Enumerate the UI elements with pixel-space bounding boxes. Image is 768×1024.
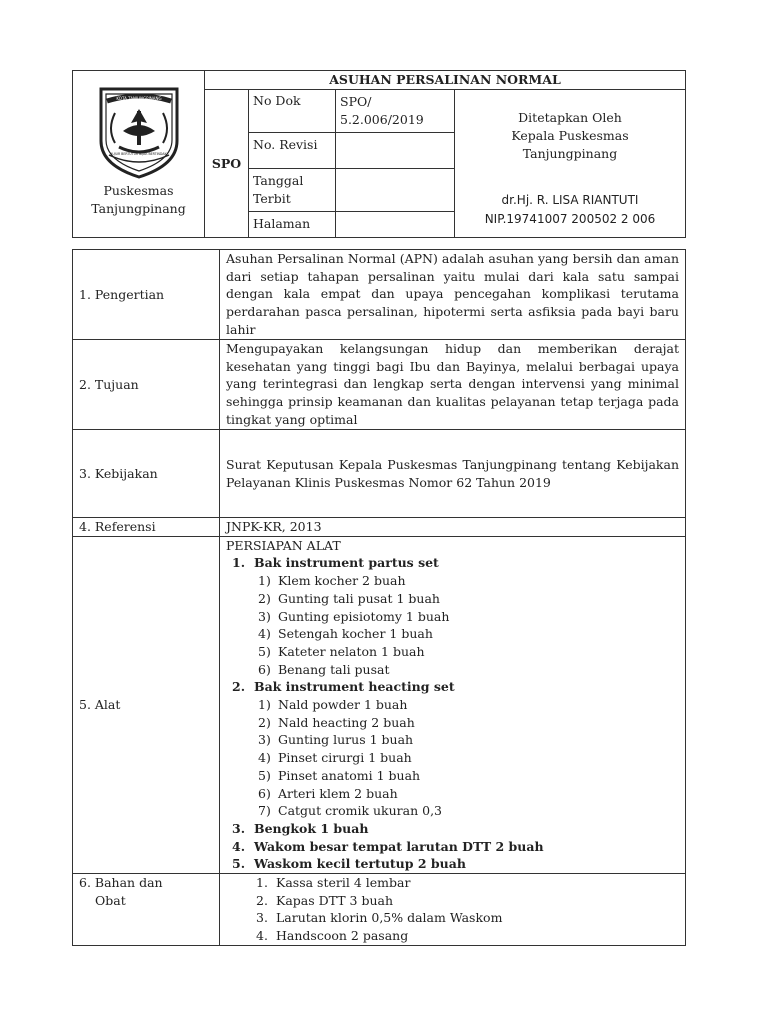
approval-line1: Ditetapkan Oleh [518,110,622,125]
bahan-item-number: 2. [256,892,268,908]
row-pengertian [73,250,686,340]
alat-content [220,536,686,873]
alat-item [226,643,679,661]
alat-item-text: Nald powder 1 buah [278,697,408,713]
approval-line2: Kepala Puskesmas [511,128,629,143]
alat-item-number: 2) [258,590,271,606]
row-kebijakan [73,430,686,518]
alat-item [226,731,679,749]
alat-item-number: 3) [258,732,271,748]
alat-item-text: Gunting episiotomy 1 buah [278,608,450,624]
alat-item-number: 3) [258,608,271,624]
alat-heading: PERSIAPAN ALAT [226,537,341,553]
row-tujuan [73,340,686,430]
bahan-content [220,874,686,946]
alat-item-text: Arteri klem 2 buah [278,785,398,801]
alat-group-title: Waskom kecil tertutup 2 buah [254,856,466,872]
alat-item [226,767,679,785]
spo-label: SPO [205,90,249,238]
tujuan-label: 2. Tujuan [73,340,220,430]
logo-caption-bottom: JUJUR BERTUTUR BIJAK BERTINDAK [111,152,167,156]
kebijakan-label: 3. Kebijakan [73,430,220,518]
bahan-label [73,874,220,946]
alat-item-number: 6) [258,785,271,801]
document-title: ASUHAN PERSALINAN NORMAL [205,71,686,90]
alat-group-number: 2. [232,679,246,695]
bahan-label-line2: Obat [95,892,126,908]
alat-item-number: 2) [258,714,271,730]
bahan-item [226,874,679,892]
approver-name: dr.Hj. R. LISA RIANTUTI [501,193,639,207]
referensi-label: 4. Referensi [73,518,220,537]
procedure-table [72,249,686,946]
alat-item [226,590,679,608]
bahan-item [226,909,679,927]
header-table [72,70,686,238]
no-dok-label: No Dok [249,90,336,133]
alat-group-number: 1. [232,555,246,571]
bahan-item-number: 1. [256,875,268,891]
bahan-item-text: Kapas DTT 3 buah [276,892,394,908]
alat-item [226,661,679,679]
alat-item-text: Setengah kocher 1 buah [278,626,433,642]
tanggal-terbit-label: Tanggal Terbit [249,169,336,212]
halaman-label: Halaman [249,212,336,238]
bahan-item-text: Larutan klorin 0,5% dalam Waskom [276,910,503,926]
alat-item [226,749,679,767]
row-alat [73,536,686,873]
no-dok-value: SPO/ 5.2.006/2019 [336,90,455,133]
alat-list [226,554,679,873]
row-bahan [73,874,686,946]
alat-item [226,608,679,626]
alat-item-text: Pinset cirurgi 1 buah [278,750,412,766]
alat-item-text: Gunting tali pusat 1 buah [278,590,440,606]
bahan-list [226,874,679,945]
tujuan-text: Mengupayakan kelangsungan hidup dan memberikan derajat kesehatan yang tinggi bagi Ibu dan Bayinya, melalui berbagai upaya yang terintegrasi dan lengkap serta dengan intervensi yang minimal sehingga prinsip keamanan dan kualitas pelayanan tetap terjaga pada tingkat yang optimal [220,340,686,430]
alat-item-text: Nald heacting 2 buah [278,714,415,730]
alat-item [226,625,679,643]
alat-group-title: Bak instrument partus set [254,555,439,571]
alat-group-number: 5. [232,856,246,872]
alat-item [226,572,679,590]
alat-group-title: Bengkok 1 buah [254,820,369,836]
alat-item-number: 6) [258,661,271,677]
alat-item-text: Pinset anatomi 1 buah [278,767,421,783]
alat-item-text: Klem kocher 2 buah [278,573,406,589]
halaman-value [336,212,455,238]
alat-group [226,554,679,572]
alat-item-text: Catgut cromik ukuran 0,3 [278,803,442,819]
bahan-item-text: Handscoon 2 pasang [276,928,409,944]
pengertian-text: Asuhan Persalinan Normal (APN) adalah asuhan yang bersih dan aman dari setiap tahapan persalinan yaitu mulai dari kala satu sampai dengan kala empat dan upaya pencegahan komplikasi terutama perdarahan pasca persalinan, hipotermi serta asfiksia pada bayi baru lahir [220,250,686,340]
alat-group [226,855,679,873]
pengertian-label: 1. Pengertian [73,250,220,340]
alat-item-number: 1) [258,573,271,589]
kebijakan-text: Surat Keputusan Kepala Puskesmas Tanjungpinang tentang Kebijakan Pelayanan Klinis Puskesmas Nomor 62 Tahun 2019 [220,430,686,518]
no-revisi-value [336,133,455,169]
alat-item-number: 5) [258,643,271,659]
alat-label: 5. Alat [73,536,220,873]
alat-item-number: 5) [258,767,271,783]
org-name-line2: Tanjungpinang [91,201,186,216]
alat-item-number: 7) [258,803,271,819]
org-name [73,182,204,218]
logo-caption-top: KOTA TANJUNGPINANG [116,96,162,101]
bahan-item-number: 3. [256,910,268,926]
alat-item [226,785,679,803]
row-referensi [73,518,686,537]
alat-item-number: 4) [258,626,271,642]
bahan-item [226,892,679,910]
alat-group [226,820,679,838]
bahan-label-line1: 6. Bahan dan [79,875,163,891]
alat-item [226,714,679,732]
alat-group-number: 4. [232,838,246,854]
approval-line3: Tanjungpinang [522,146,618,161]
bahan-item-text: Kassa steril 4 lembar [276,875,411,891]
alat-item [226,802,679,820]
alat-group [226,838,679,856]
alat-group-title: Bak instrument heacting set [254,679,455,695]
approval-block [455,90,686,238]
bahan-item [226,927,679,945]
alat-group-title: Wakom besar tempat larutan DTT 2 buah [254,838,544,854]
alat-item-text: Kateter nelaton 1 buah [278,643,425,659]
alat-item-text: Gunting lurus 1 buah [278,732,414,748]
alat-group-number: 3. [232,820,246,836]
alat-item-text: Benang tali pusat [278,661,390,677]
alat-group [226,678,679,696]
alat-item-number: 4) [258,750,271,766]
approver-nip: NIP.19741007 200502 2 006 [484,212,656,226]
tanggal-terbit-value [336,169,455,212]
bahan-item-number: 4. [256,928,268,944]
no-revisi-label: No. Revisi [249,133,336,169]
referensi-text: JNPK-KR, 2013 [220,518,686,537]
org-name-line1: Puskesmas [103,183,174,198]
logo-cell [73,71,205,238]
alat-item [226,696,679,714]
alat-item-number: 1) [258,697,271,713]
